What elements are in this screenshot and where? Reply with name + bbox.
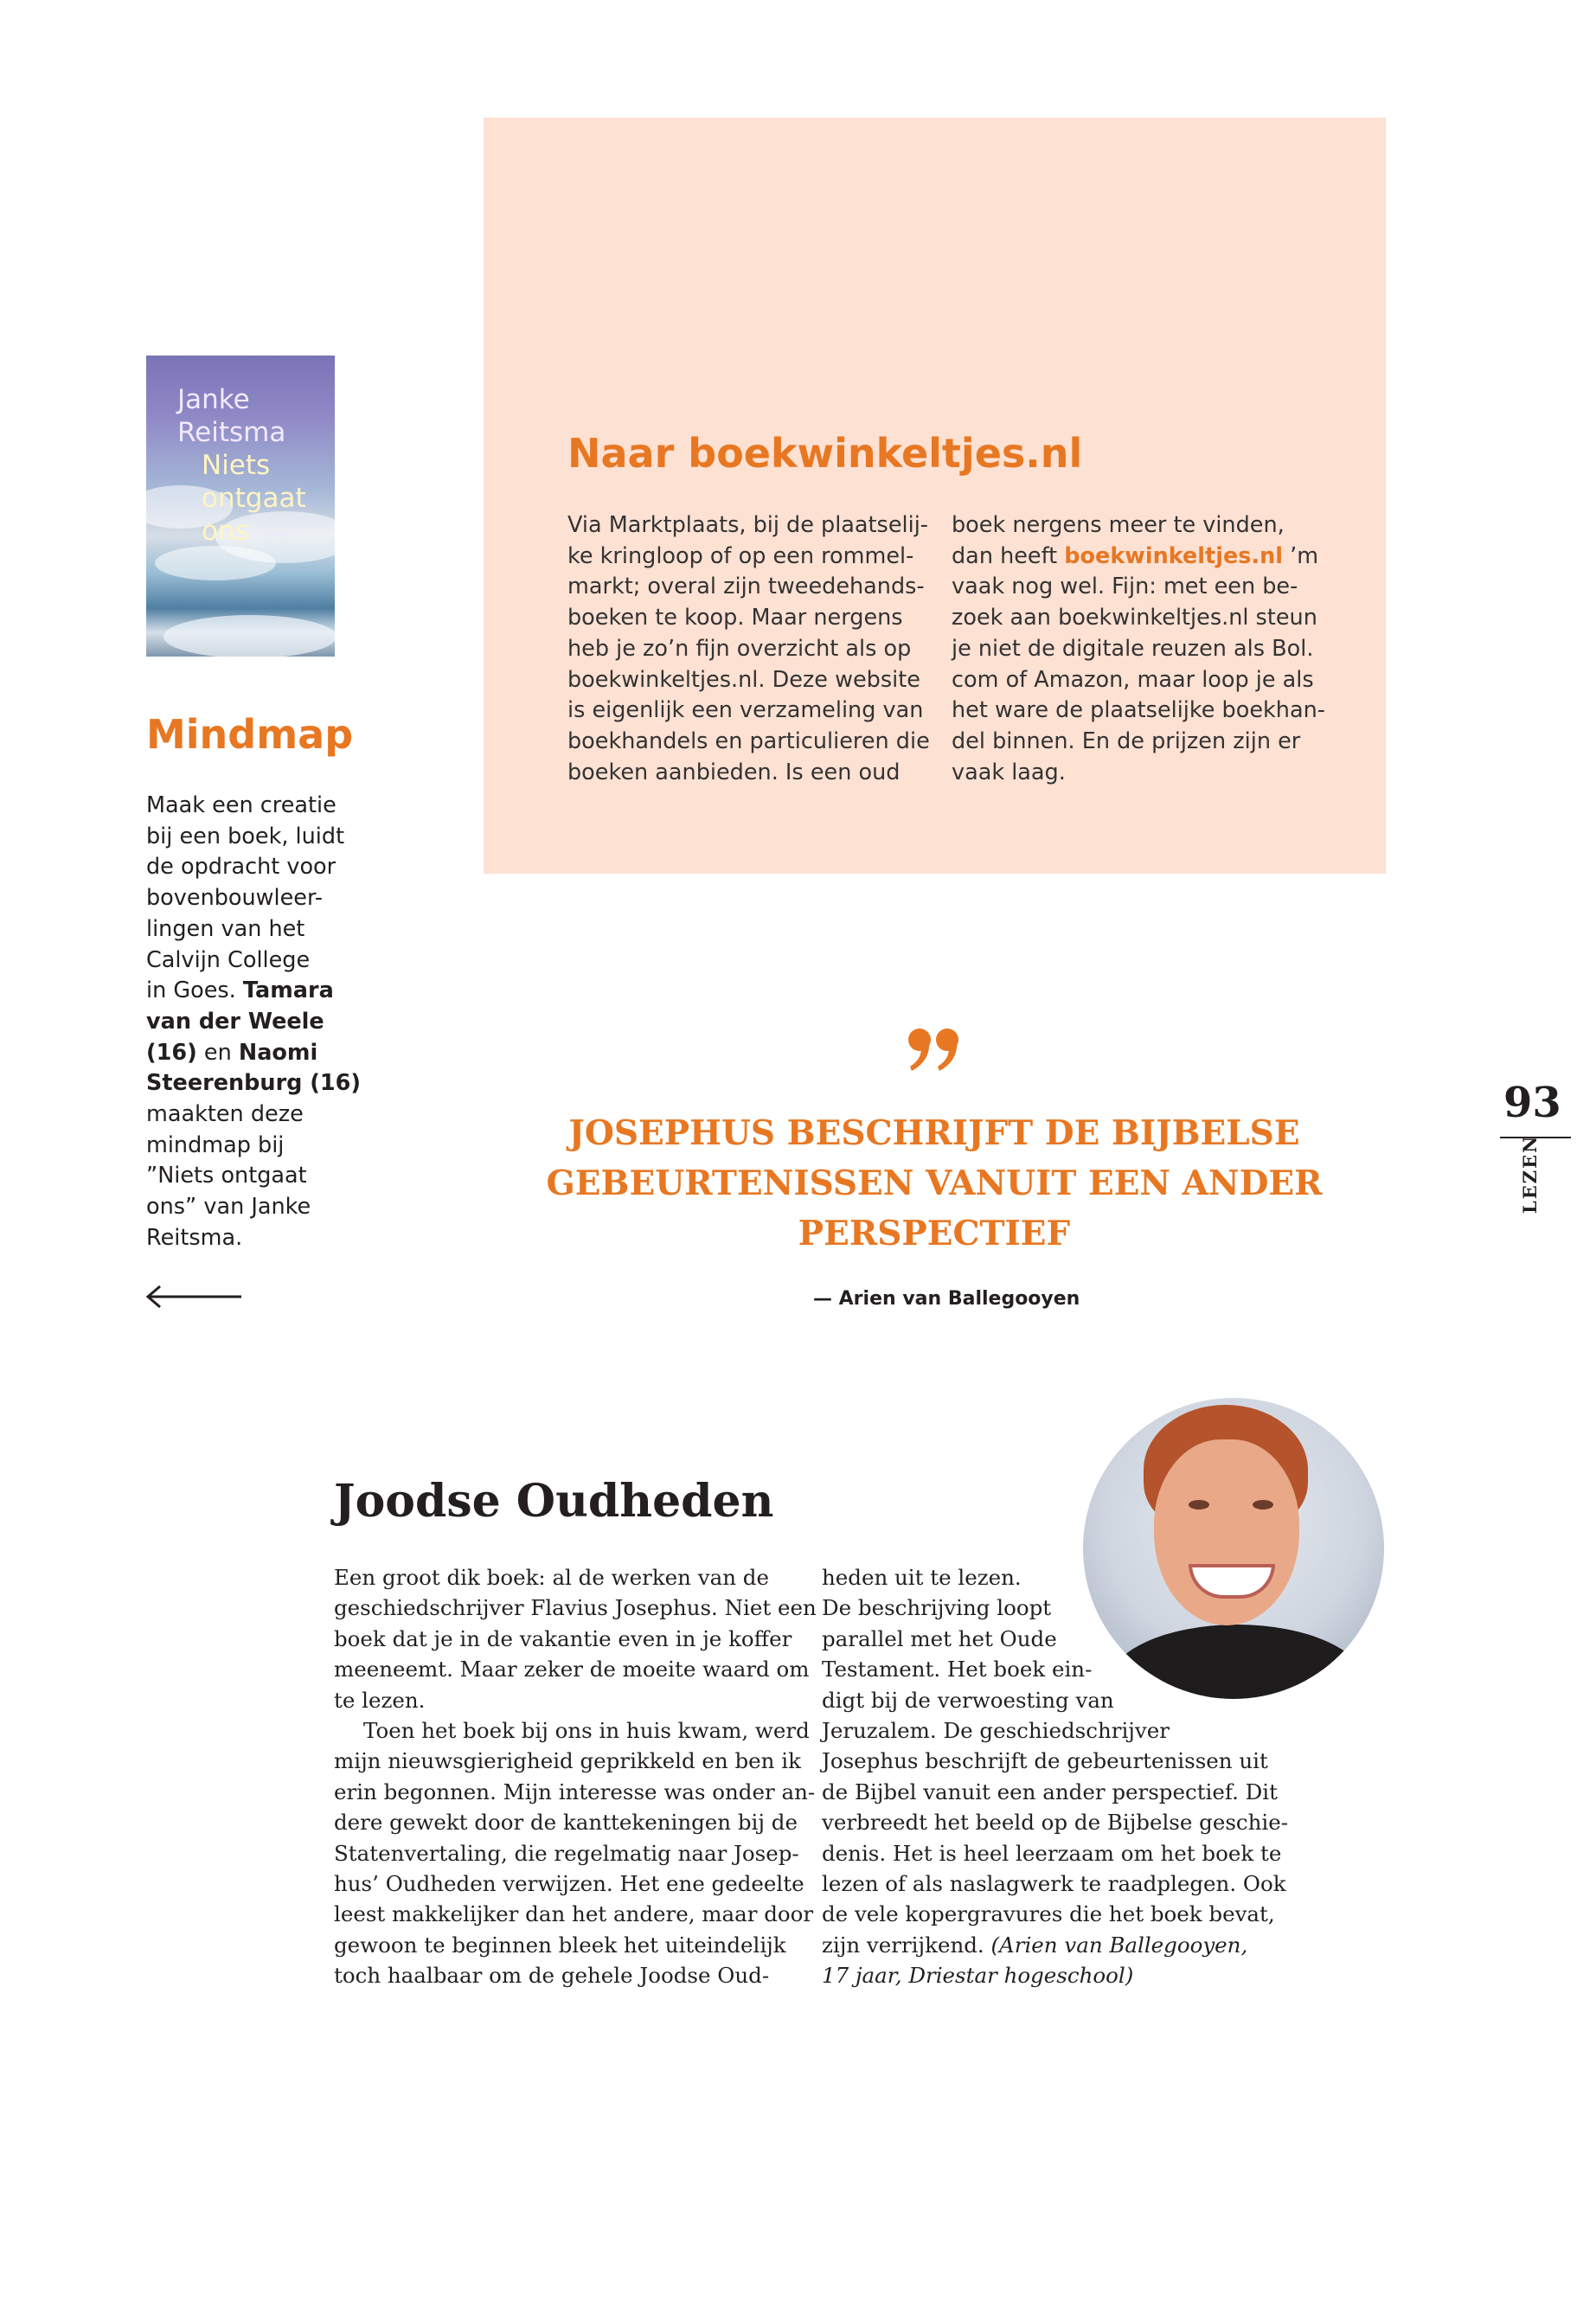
article-column-2: [822, 1562, 1288, 1991]
text-line: mijn nieuwsgierigheid geprikkeld en ben ik: [334, 1748, 801, 1774]
text-line: leest makkelijker dan het andere, maar door: [334, 1901, 814, 1927]
text-line: erin begonnen. Mijn interesse was onder an-: [334, 1779, 816, 1804]
text-line: com of Amazon, maar loop je als: [952, 666, 1314, 693]
text-line: de vele kopergravures die het boek bevat,: [822, 1901, 1275, 1927]
text-line: heden uit te lezen.: [822, 1565, 1022, 1590]
portrait-eye: [1189, 1500, 1209, 1509]
text-line: ”Niets ontgaat: [146, 1163, 307, 1189]
text-line: maakten deze: [146, 1101, 304, 1128]
text-line: mindmap bij: [146, 1131, 285, 1158]
text-line: geschiedschrijver Flavius Josephus. Niet een: [334, 1595, 817, 1621]
text-line: toch haalbaar om de gehele Joodse Oud-: [334, 1963, 770, 1989]
text-line: lezen of als naslagwerk te raadplegen. Ook: [822, 1871, 1286, 1897]
text-line: verbreedt het beeld op de Bijbelse geschie-: [822, 1810, 1289, 1836]
boekwinkeltjes-column-2: [952, 510, 1325, 788]
text-fragment: dan heeft: [952, 542, 1065, 569]
author-credit: (Arien van Ballegooyen,: [990, 1932, 1248, 1958]
article-column-1: [334, 1562, 817, 1991]
text-line: Toen het boek bij ons in huis kwam, werd: [363, 1718, 810, 1744]
text-line: ons” van Janke: [146, 1194, 311, 1221]
student-name: Tamara: [242, 977, 334, 1004]
text-fragment: zijn verrijkend.: [822, 1932, 991, 1958]
text-line: boek dat je in de vakantie even in je koffer: [334, 1625, 792, 1651]
text-line: dere gewekt door de kanttekeningen bij de: [334, 1810, 798, 1836]
section-label: LEZEN: [1519, 1134, 1541, 1214]
text-line: Reitsma.: [146, 1224, 243, 1251]
text-line: boekhandels en particulieren die: [567, 727, 930, 754]
text-line: gewoon te beginnen bleek het uiteindelijk: [334, 1932, 786, 1958]
text-line: meeneemt. Maar zeker de moeite waard om: [334, 1657, 810, 1682]
text-line: [146, 1038, 345, 1069]
article-title: Joodse Oudheden: [334, 1475, 774, 1528]
quote-attribution: — Arien van Ballegooyen: [813, 1288, 1080, 1310]
boekwinkeltjes-link[interactable]: boekwinkeltjes.nl: [1064, 542, 1284, 569]
boekwinkeltjes-heading: Naar boekwinkeltjes.nl: [567, 430, 1083, 477]
text-line: vaak laag.: [952, 759, 1066, 785]
quote-line: JOSEPHUS BESCHRIJFT DE BIJBELSE: [568, 1113, 1300, 1153]
cloud-shape: [163, 615, 335, 657]
text-line: de Bijbel vanuit een ander perspectief. Dit: [822, 1779, 1278, 1804]
text-line: boek nergens meer te vinden,: [952, 512, 1285, 538]
text-line: bij een boek, luidt: [146, 823, 345, 849]
text-line: Via Marktplaats, bij de plaatselij-: [567, 512, 928, 538]
student-age: (16): [146, 1039, 197, 1066]
boekwinkeltjes-column-1: [567, 510, 930, 788]
pull-quote: [536, 1108, 1332, 1259]
book-author: Janke Reitsma: [177, 384, 286, 448]
portrait-eye: [1253, 1500, 1273, 1509]
book-subtitle: roman: [266, 531, 290, 538]
text-line: is eigenlijk een verzameling van: [567, 697, 924, 724]
text-line: Statenvertaling, die regelmatig naar Josep-: [334, 1840, 799, 1866]
text-line: Calvijn College: [146, 946, 311, 973]
text-line: [146, 976, 345, 1007]
book-title: Niets ontgaat ons: [202, 450, 306, 547]
text-line: vaak nog wel. Fijn: met een be-: [952, 574, 1298, 600]
text-fragment: en: [196, 1039, 239, 1066]
text-line: Testament. Het boek ein-: [822, 1657, 1093, 1682]
text-line: heb je zo’n fijn overzicht als op: [567, 635, 912, 662]
quote-mark-icon: [907, 1026, 964, 1074]
text-line: [146, 1068, 362, 1099]
text-line: Jeruzalem. De geschiedschrijver: [822, 1718, 1170, 1744]
student-name: Naomi: [238, 1039, 318, 1066]
quote-line: PERSPECTIEF: [798, 1214, 1071, 1253]
mindmap-text: [146, 791, 362, 1254]
cloud-shape: [155, 546, 276, 580]
text-line: lingen van het: [146, 915, 305, 942]
text-line: parallel met het Oude: [822, 1625, 1057, 1651]
text-line: boeken aanbieden. Is een oud: [567, 759, 901, 785]
text-line: Josephus beschrijft de gebeurtenissen uit: [822, 1748, 1268, 1774]
student-name: Steerenburg (16): [146, 1070, 362, 1097]
mindmap-heading: Mindmap: [146, 711, 354, 758]
text-line: Maak een creatie: [146, 792, 337, 818]
quote-line: GEBEURTENISSEN VANUIT EEN ANDER: [546, 1163, 1323, 1203]
text-fragment: ’m: [1283, 542, 1319, 569]
page-number: 93: [1503, 1079, 1561, 1127]
text-line: bovenbouwleer-: [146, 885, 324, 912]
text-line: Een groot dik boek: al de werken van de: [334, 1565, 769, 1590]
text-line: De beschrijving loopt: [822, 1595, 1052, 1621]
text-line: je niet de digitale reuzen als Bol.: [952, 635, 1314, 662]
book-cover-image: [146, 356, 335, 657]
text-line: del binnen. En de prijzen zijn er: [952, 727, 1301, 754]
text-line: digt bij de verwoesting van: [822, 1687, 1114, 1713]
text-line: markt; overal zijn tweedehands-: [567, 574, 925, 600]
text-line: het ware de plaatselijke boekhan-: [952, 697, 1325, 724]
text-line: boekwinkeltjes.nl. Deze website: [567, 666, 920, 693]
author-credit: 17 jaar, Driestar hogeschool): [822, 1963, 1134, 1989]
text-line: zoek aan boekwinkeltjes.nl steun: [952, 605, 1317, 631]
text-line: boeken te koop. Maar nergens: [567, 605, 903, 631]
text-line: de opdracht voor: [146, 854, 337, 881]
text-line: hus’ Oudheden verwijzen. Het ene gedeelte: [334, 1871, 804, 1897]
text-line: te lezen.: [334, 1687, 426, 1713]
student-name: van der Weele: [146, 1008, 324, 1035]
text-fragment: in Goes.: [146, 977, 243, 1004]
text-line: [146, 1007, 345, 1038]
text-line: denis. Het is heel leerzaam om het boek te: [822, 1840, 1282, 1866]
text-line: [822, 1930, 1288, 1960]
text-line: [952, 542, 1319, 573]
text-line: ke kringloop of op een rommel-: [567, 542, 914, 569]
arrow-left-icon: [144, 1284, 243, 1310]
